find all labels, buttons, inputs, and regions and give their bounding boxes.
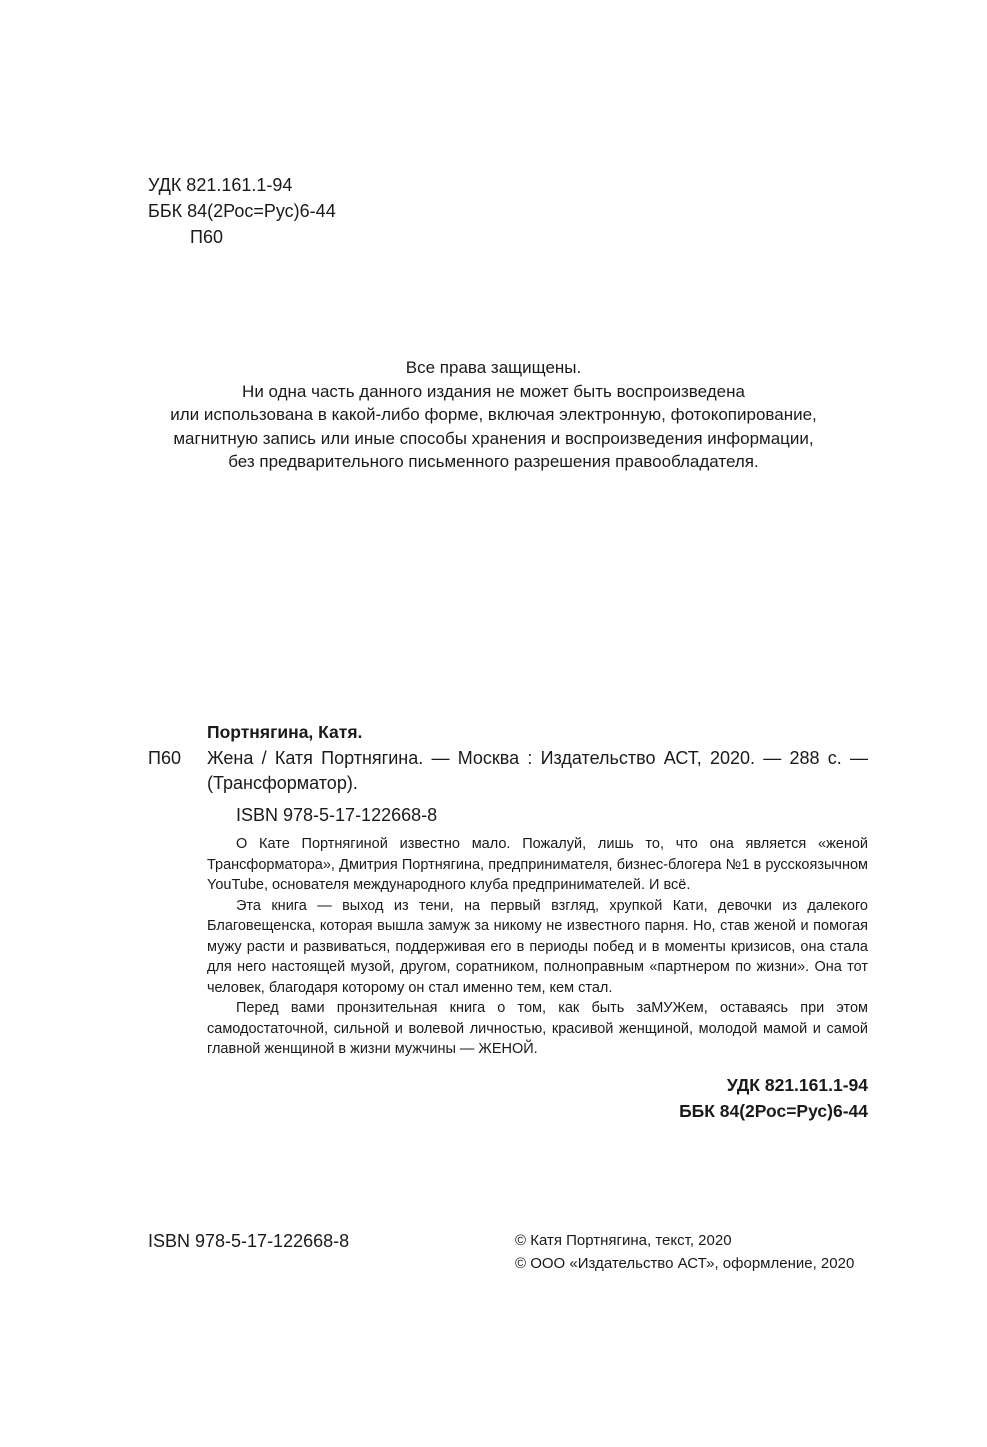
- annotation-paragraph: Эта книга — выход из тени, на первый взгляд, хрупкой Кати, девочки из далекого Благовещенска, которая вышла замуж за никому не известного парня. Но, став женой и помогая мужу расти и развиваться, поддерживая его в периоды побед и в моменты кризисов, она стала для него настоящей музой, другом, соратником, полноправным «партнером по жизни». Она тот человек, благодаря которому он стал именно тем, кем стал.: [207, 897, 868, 996]
- rights-notice: [100, 356, 887, 474]
- bbk-code: ББК 84(2Рос=Рус)6-44: [148, 201, 336, 221]
- rights-line: без предварительного письменного разрешения правообладателя.: [228, 452, 759, 471]
- card-title-row: [148, 746, 868, 796]
- author-mark: П60: [190, 227, 223, 247]
- copyright-line: © Катя Портнягина, текст, 2020: [515, 1232, 732, 1249]
- annotation-paragraph: Перед вами пронзительная книга о том, как быть заМУЖем, оставаясь при этом самодостаточной, сильной и волевой личностью, красивой женщиной, молодой мамой и самой главной женщиной в жизни мужчины — ЖЕНОЙ.: [207, 1000, 868, 1057]
- annotation-paragraph: О Кате Портнягиной известно мало. Пожалуй, лишь то, что она является «женой Трансформатора», Дмитрия Портнягина, предпринимателя, бизнес-блогера №1 в русскоязычном YouTube, основателя международного клуба предпринимателей. И всё.: [207, 836, 868, 893]
- card-author-mark: П60: [148, 748, 181, 768]
- card-bbk: ББК 84(2Рос=Рус)6-44: [679, 1101, 868, 1121]
- udk-code: УДК 821.161.1-94: [148, 175, 293, 195]
- rights-line: Ни одна часть данного издания не может быть воспроизведена: [242, 381, 745, 401]
- card-author: Портнягина, Катя.: [207, 722, 363, 742]
- copyright-block: [515, 1230, 854, 1275]
- card-udk: УДК 821.161.1-94: [726, 1074, 868, 1095]
- catalog-card: [148, 718, 868, 1125]
- rights-line: магнитную запись или иные способы хранения и воспроизведения информации,: [173, 428, 814, 448]
- copyright-line: © ООО «Издательство АСТ», оформление, 2020: [515, 1254, 855, 1272]
- annotation: [207, 834, 868, 1060]
- card-classification: [148, 1072, 868, 1125]
- card-isbn: ISBN 978-5-17-122668-8: [236, 805, 438, 825]
- rights-line: или использована в какой-либо форме, включая электронную, фотокопирование,: [170, 405, 817, 424]
- footer-isbn: ISBN 978-5-17-122668-8: [148, 1231, 350, 1251]
- classification-block: [148, 172, 336, 250]
- card-title: Жена / Катя Портнягина. — Москва : Издательство АСТ, 2020. — 288 с. — (Трансформатор).: [207, 748, 868, 793]
- rights-line: Все права защищены.: [405, 358, 582, 377]
